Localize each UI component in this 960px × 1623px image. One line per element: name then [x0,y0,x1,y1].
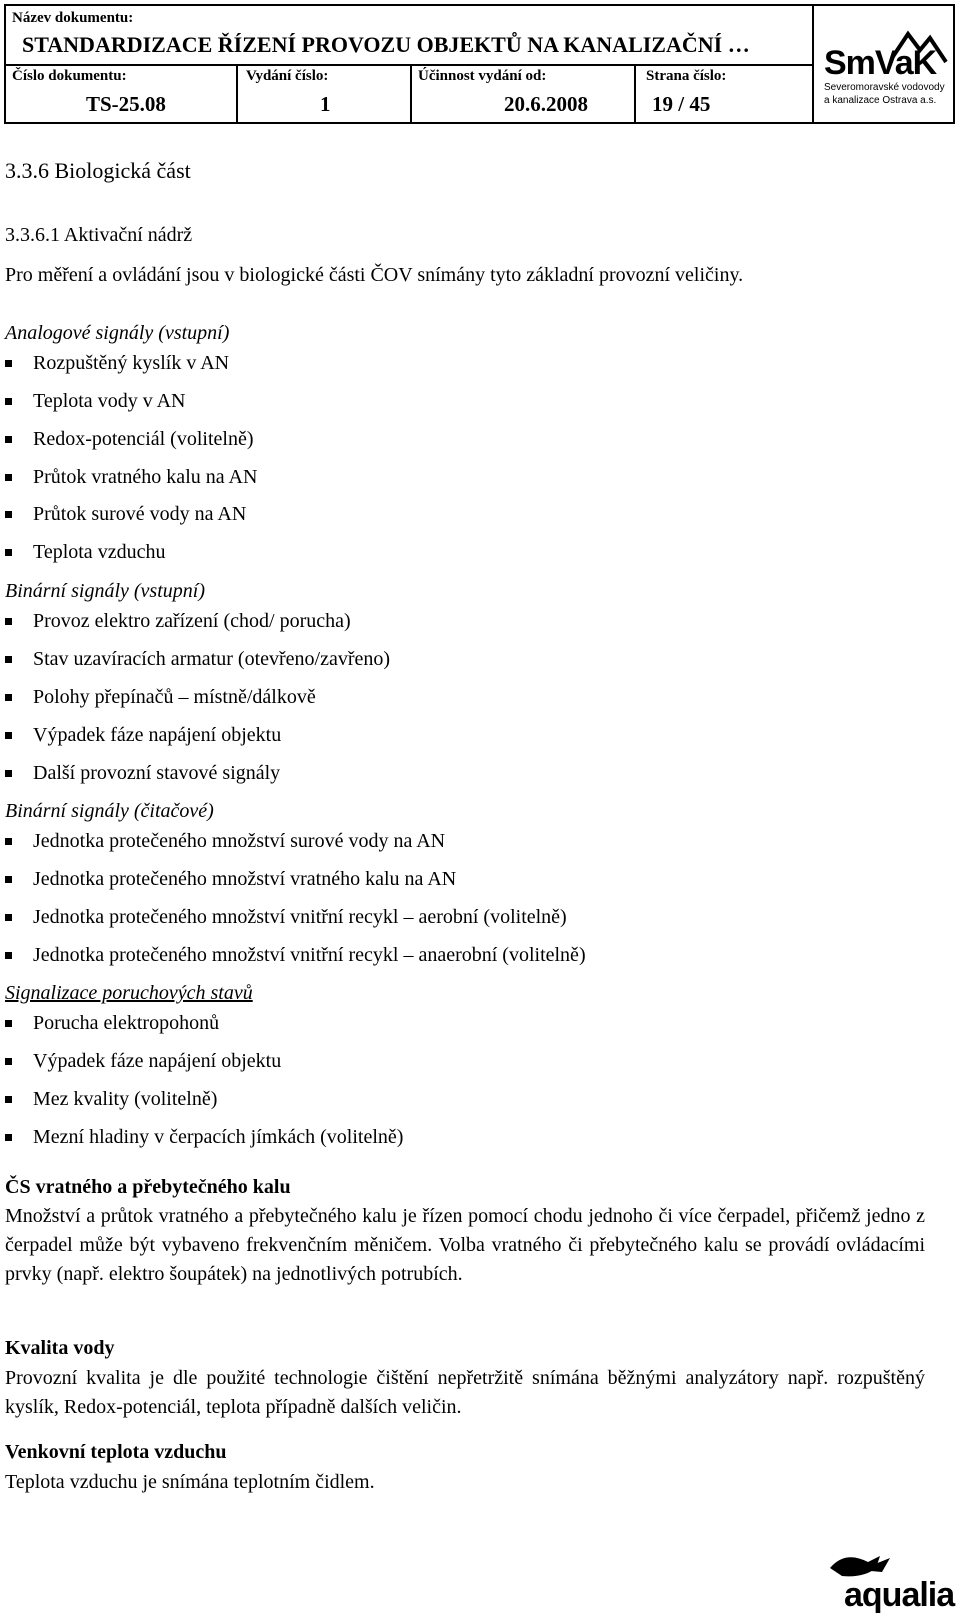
bullet-icon [5,398,12,405]
cs-paragraph: Množství a průtok vratného a přebytečného kalu je řízen pomocí chodu jednoho či více čerpadel, přičemž jedno z čerpadel může být vybaveno frekvenčním měničem. Volba vratného či přebytečného kalu se provádí ovládacími prvky (např. elektro šoupátek) na jednotlivých potrubích. [5,1205,925,1285]
header-info [6,6,814,122]
aqualia-logo [820,1548,955,1618]
smvak-tagline-1: Severomoravské vodovody [824,82,945,93]
effective-label: Účinnost vydání od: [418,68,547,84]
bullet-icon [5,876,12,883]
page-label: Strana číslo: [646,68,727,84]
bullet-icon [5,732,12,739]
group-title-faults: Signalizace poruchových stavů [5,982,253,1004]
issue-value: 1 [320,92,331,116]
bullet-icon [5,436,12,443]
bullet-icon [5,1020,12,1027]
issue-label: Vydání číslo: [246,68,329,84]
document-header [4,4,955,124]
bullet-icon [5,618,12,625]
bullet-icon [5,511,12,518]
smvak-wordmark: SmVaK [824,44,937,82]
cs-heading: ČS vratného a přebytečného kalu [5,1176,291,1198]
bullet-icon [5,1058,12,1065]
quality-paragraph: Provozní kvalita je dle použité technologie čištění nepřetržitě snímána běžnými analyzátory např. rozpuštěný kyslík, Redox-potenciál, teplota případně dalších veličin. [5,1367,925,1418]
bullet-icon [5,1096,12,1103]
aqualia-wordmark: aqualia [844,1576,955,1614]
bullet-icon [5,914,12,921]
header-title-row [6,6,812,66]
bullet-icon [5,694,12,701]
smvak-tagline-2: a kanalizace Ostrava a.s. [824,95,937,106]
air-paragraph: Teplota vzduchu je snímána teplotním čidlem. [5,1471,375,1493]
subsection-heading: 3.3.6.1 Aktivační nádrž [5,224,193,246]
bullet-icon [5,656,12,663]
bullet-icon [5,360,12,367]
group-title-binary-input: Binární signály (vstupní) [5,580,205,602]
bullet-icon [5,838,12,845]
effective-value: 20.6.2008 [504,92,588,116]
intro-text: Pro měření a ovládání jsou v biologické části ČOV snímány tyto základní provozní veličiny. [5,264,744,286]
bullet-icon [5,770,12,777]
doc-name-value: STANDARDIZACE ŘÍZENÍ PROVOZU OBJEKTŮ NA KANALIZAČNÍ … [22,32,750,57]
quality-heading: Kvalita vody [5,1337,115,1359]
bullet-icon [5,952,12,959]
air-heading: Venkovní teplota vzduchu [5,1441,227,1463]
bullet-icon [5,549,12,556]
group-title-binary-counter: Binární signály (čitačové) [5,800,214,822]
page-value: 19 / 45 [652,92,711,116]
doc-number-label: Číslo dokumentu: [12,68,127,84]
bullet-icon [5,1134,12,1141]
doc-name-label: Název dokumentu: [12,10,134,26]
section-heading: 3.3.6 Biologická část [5,158,191,183]
smvak-logo [814,6,953,122]
group-title-analog: Analogové signály (vstupní) [5,322,230,344]
bullet-icon [5,474,12,481]
doc-number-value: TS-25.08 [86,92,166,116]
